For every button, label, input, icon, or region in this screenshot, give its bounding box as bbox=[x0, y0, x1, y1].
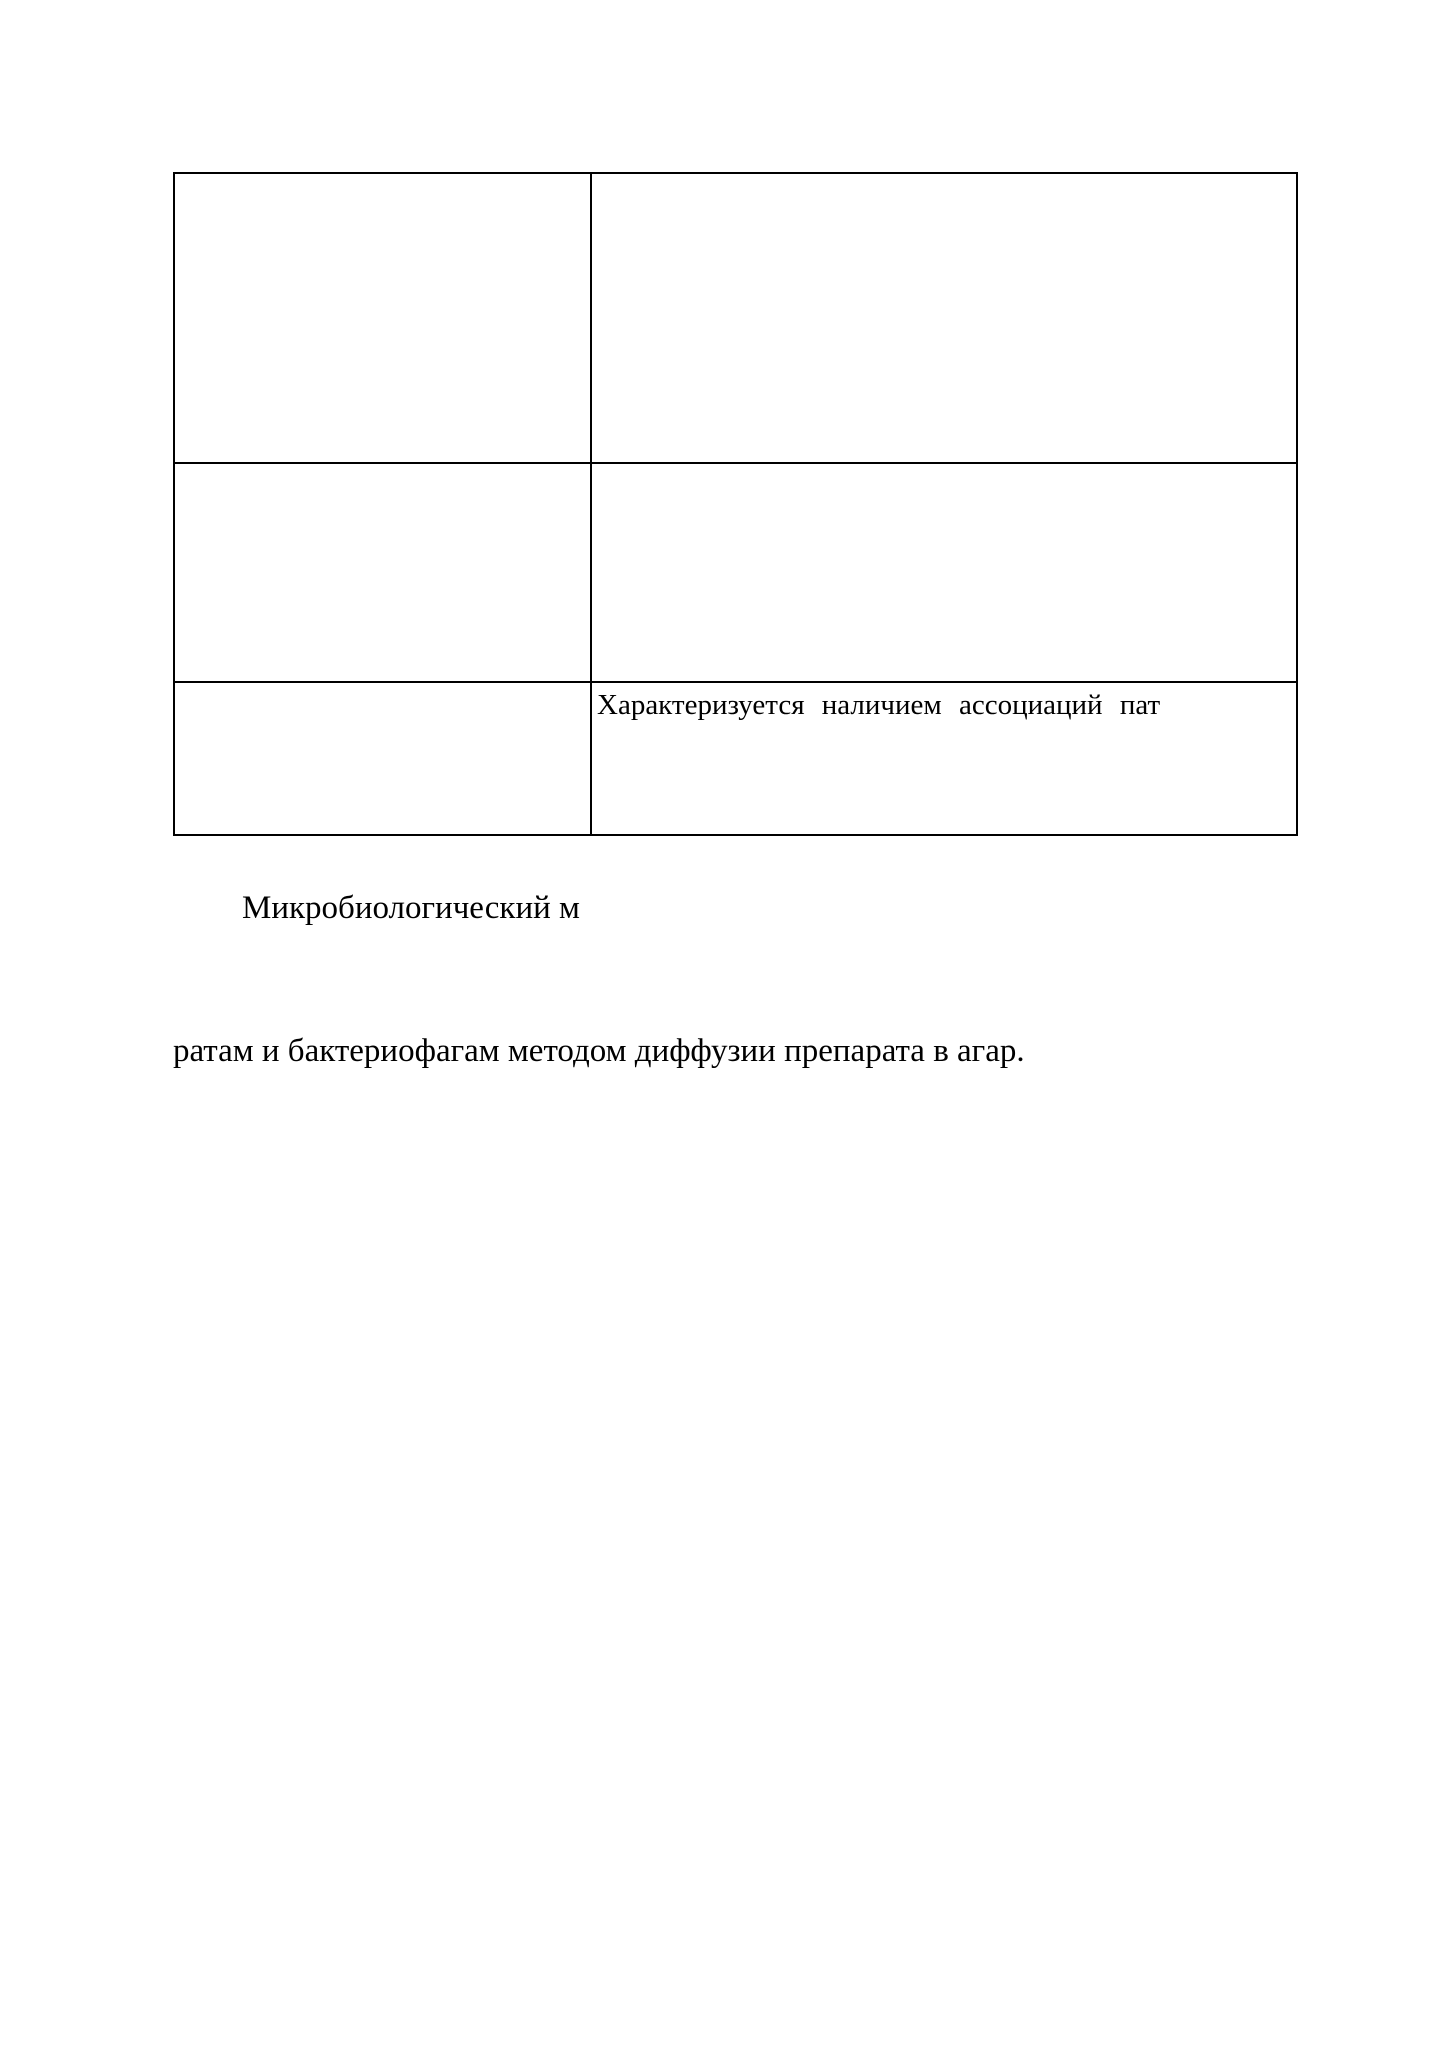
body-paragraph: ратам и бактериофагам методом диффузии препарата в агар. bbox=[173, 1033, 1025, 1069]
table-cell bbox=[591, 463, 1297, 682]
cell-text bbox=[175, 464, 590, 468]
data-table bbox=[173, 172, 1298, 836]
table-cell bbox=[174, 682, 591, 835]
body-paragraph: Микробиологический м bbox=[242, 890, 580, 926]
table-row bbox=[174, 173, 1297, 463]
cell-text bbox=[175, 174, 590, 178]
table-row bbox=[174, 682, 1297, 835]
table-cell bbox=[591, 682, 1297, 835]
table-cell bbox=[174, 173, 591, 463]
cell-text bbox=[592, 464, 1296, 468]
table-cell bbox=[591, 173, 1297, 463]
table-row bbox=[174, 463, 1297, 682]
cell-text: Характеризуется наличием ассоциаций пат bbox=[597, 689, 1161, 721]
table-cell bbox=[174, 463, 591, 682]
cell-text bbox=[175, 683, 590, 687]
cell-text bbox=[592, 174, 1296, 178]
